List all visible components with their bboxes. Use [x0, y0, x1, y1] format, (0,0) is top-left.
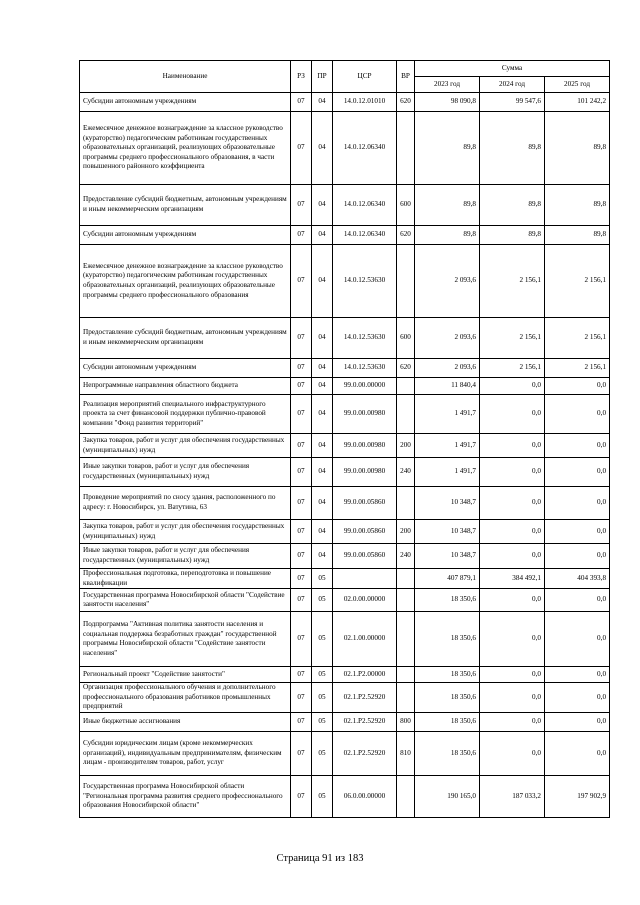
table-row: [80, 775, 610, 817]
row-sum-2023: 10 348,7: [415, 487, 480, 520]
row-sum-2023: 1 491,7: [415, 458, 480, 487]
row-pr: 04: [312, 112, 333, 185]
row-sum-2025: 2 156,1: [545, 245, 610, 318]
row-name: Реализация мероприятий специального инфраструктурного проекта за счет финансовой поддержки публично-правовой компании "Фонд развития территорий": [80, 395, 291, 434]
row-csr: 14.0.12.53630: [333, 245, 397, 318]
row-sum-2025: 0,0: [545, 434, 610, 458]
row-pr: 05: [312, 569, 333, 589]
row-name: Субсидии автономным учреждениям: [80, 359, 291, 378]
row-csr: 14.0.12.53630: [333, 318, 397, 359]
table-row: [80, 226, 610, 245]
row-sum-2024: 0,0: [480, 520, 545, 544]
row-sum-2024: 89,8: [480, 226, 545, 245]
row-pr: 04: [312, 245, 333, 318]
row-name: Ежемесячное денежное вознаграждение за классное руководство (кураторство) педагогическим работникам государственных образовательных организаций, реализующих образовательные программы среднего профессионального образования: [80, 245, 291, 318]
table-row: [80, 731, 610, 775]
budget-table: [79, 60, 610, 818]
row-sum-2023: 89,8: [415, 226, 480, 245]
row-rz: 07: [291, 775, 312, 817]
row-csr: 02.1.P2.52920: [333, 731, 397, 775]
row-sum-2023: 190 165,0: [415, 775, 480, 817]
row-name: Непрограммные направления областного бюджета: [80, 378, 291, 395]
row-sum-2024: 0,0: [480, 395, 545, 434]
row-vr: 620: [397, 93, 415, 112]
row-sum-2024: 0,0: [480, 544, 545, 569]
row-vr: [397, 612, 415, 667]
row-csr: 99.0.00.05860: [333, 520, 397, 544]
header-rz: РЗ: [291, 61, 312, 93]
row-sum-2024: 0,0: [480, 589, 545, 612]
row-sum-2024: 384 492,1: [480, 569, 545, 589]
row-sum-2024: 0,0: [480, 378, 545, 395]
row-rz: 07: [291, 667, 312, 683]
row-sum-2023: 2 093,6: [415, 245, 480, 318]
row-pr: 05: [312, 683, 333, 713]
table-row: [80, 359, 610, 378]
row-pr: 04: [312, 378, 333, 395]
row-csr: 14.0.12.06340: [333, 112, 397, 185]
row-csr: 02.0.00.00000: [333, 589, 397, 612]
row-name: Профессиональная подготовка, переподготовка и повышение квалификации: [80, 569, 291, 589]
row-vr: [397, 569, 415, 589]
row-sum-2023: 18 350,6: [415, 667, 480, 683]
row-csr: 02.1.P2.52920: [333, 683, 397, 713]
row-vr: [397, 775, 415, 817]
row-pr: 04: [312, 520, 333, 544]
row-csr: 14.0.12.01010: [333, 93, 397, 112]
row-name: Подпрограмма "Активная политика занятости населения и социальная поддержка безработных граждан" государственной программы Новосибирской области "Содействие занятости населения": [80, 612, 291, 667]
row-sum-2025: 0,0: [545, 667, 610, 683]
row-sum-2023: 1 491,7: [415, 395, 480, 434]
row-pr: 04: [312, 318, 333, 359]
header-pr: ПР: [312, 61, 333, 93]
row-rz: 07: [291, 731, 312, 775]
row-csr: 99.0.00.00980: [333, 458, 397, 487]
table-row: [80, 245, 610, 318]
row-sum-2024: 0,0: [480, 458, 545, 487]
row-sum-2025: 89,8: [545, 226, 610, 245]
table-row: [80, 520, 610, 544]
table-body: [80, 93, 610, 818]
row-name: Проведение мероприятий по сносу здания, расположенного по адресу: г. Новосибирск, ул. Ватутина, 63: [80, 487, 291, 520]
table-row: [80, 612, 610, 667]
table-row: [80, 93, 610, 112]
row-sum-2025: 0,0: [545, 378, 610, 395]
row-name: Субсидии юридическим лицам (кроме некоммерческих организаций), индивидуальным предпринимателям, физическим лицам - производителям товаров, работ, услуг: [80, 731, 291, 775]
row-sum-2024: 0,0: [480, 712, 545, 731]
header-csr: ЦСР: [333, 61, 397, 93]
row-rz: 07: [291, 112, 312, 185]
row-vr: [397, 683, 415, 713]
row-sum-2024: 2 156,1: [480, 318, 545, 359]
row-name: Государственная программа Новосибирской области "Региональная программа развития среднего профессионального образования Новосибирской области": [80, 775, 291, 817]
row-sum-2025: 2 156,1: [545, 359, 610, 378]
row-rz: 07: [291, 359, 312, 378]
row-csr: 02.1.00.00000: [333, 612, 397, 667]
page-number: Страница 91 из 183: [276, 853, 364, 864]
row-sum-2024: 89,8: [480, 112, 545, 185]
row-rz: 07: [291, 589, 312, 612]
row-csr: 99.0.00.00980: [333, 395, 397, 434]
row-name: Иные закупки товаров, работ и услуг для обеспечения государственных (муниципальных) нужд: [80, 458, 291, 487]
table-row: [80, 458, 610, 487]
row-vr: 240: [397, 458, 415, 487]
row-sum-2023: 407 879,1: [415, 569, 480, 589]
row-sum-2023: 89,8: [415, 112, 480, 185]
row-sum-2025: 0,0: [545, 683, 610, 713]
row-sum-2024: 99 547,6: [480, 93, 545, 112]
row-sum-2025: 404 393,8: [545, 569, 610, 589]
row-vr: 620: [397, 226, 415, 245]
row-name: Иные закупки товаров, работ и услуг для обеспечения государственных (муниципальных) нужд: [80, 544, 291, 569]
row-sum-2023: 18 350,6: [415, 589, 480, 612]
row-sum-2023: 11 840,4: [415, 378, 480, 395]
row-pr: 04: [312, 93, 333, 112]
row-sum-2024: 187 033,2: [480, 775, 545, 817]
row-rz: 07: [291, 544, 312, 569]
row-sum-2024: 2 156,1: [480, 359, 545, 378]
row-sum-2025: 0,0: [545, 520, 610, 544]
row-csr: 99.0.00.05860: [333, 487, 397, 520]
table-row: [80, 318, 610, 359]
row-rz: 07: [291, 318, 312, 359]
row-pr: 04: [312, 544, 333, 569]
header-year-2025: 2025 год: [545, 77, 610, 93]
row-rz: 07: [291, 569, 312, 589]
row-sum-2025: 2 156,1: [545, 318, 610, 359]
row-sum-2025: 101 242,2: [545, 93, 610, 112]
row-vr: [397, 112, 415, 185]
table-header: [80, 61, 610, 93]
table-row: [80, 544, 610, 569]
row-csr: 99.0.00.05860: [333, 544, 397, 569]
row-vr: [397, 667, 415, 683]
row-sum-2025: 89,8: [545, 185, 610, 226]
row-vr: 800: [397, 712, 415, 731]
row-rz: 07: [291, 226, 312, 245]
table-row: [80, 683, 610, 713]
row-sum-2023: 1 491,7: [415, 434, 480, 458]
row-sum-2023: 2 093,6: [415, 359, 480, 378]
row-csr: 14.0.12.53630: [333, 359, 397, 378]
row-csr: 99.0.00.00000: [333, 378, 397, 395]
row-sum-2025: 0,0: [545, 712, 610, 731]
header-year-2023: 2023 год: [415, 77, 480, 93]
row-pr: 05: [312, 712, 333, 731]
row-rz: 07: [291, 712, 312, 731]
row-rz: 07: [291, 395, 312, 434]
row-sum-2023: 18 350,6: [415, 612, 480, 667]
table-row: [80, 569, 610, 589]
row-pr: 04: [312, 226, 333, 245]
row-name: Государственная программа Новосибирской области "Содействие занятости населения": [80, 589, 291, 612]
row-rz: 07: [291, 612, 312, 667]
row-sum-2025: 197 902,9: [545, 775, 610, 817]
table-row: [80, 589, 610, 612]
row-sum-2024: 0,0: [480, 731, 545, 775]
row-pr: 04: [312, 487, 333, 520]
row-rz: 07: [291, 185, 312, 226]
header-name: Наименование: [80, 61, 291, 93]
row-rz: 07: [291, 520, 312, 544]
row-sum-2023: 10 348,7: [415, 520, 480, 544]
table-row: [80, 434, 610, 458]
row-csr: 14.0.12.06340: [333, 226, 397, 245]
row-name: Предоставление субсидий бюджетным, автономным учреждениям и иным некоммерческим организациям: [80, 318, 291, 359]
row-sum-2025: 0,0: [545, 458, 610, 487]
row-pr: 04: [312, 458, 333, 487]
row-csr: 06.0.00.00000: [333, 775, 397, 817]
row-vr: 200: [397, 520, 415, 544]
row-sum-2025: 0,0: [545, 544, 610, 569]
row-pr: 04: [312, 185, 333, 226]
row-name: Субсидии автономным учреждениям: [80, 93, 291, 112]
row-rz: 07: [291, 378, 312, 395]
row-pr: 05: [312, 667, 333, 683]
row-pr: 05: [312, 612, 333, 667]
row-pr: 05: [312, 589, 333, 612]
row-sum-2024: 0,0: [480, 667, 545, 683]
row-sum-2025: 0,0: [545, 487, 610, 520]
row-rz: 07: [291, 245, 312, 318]
table-row: [80, 378, 610, 395]
row-name: Иные бюджетные ассигнования: [80, 712, 291, 731]
row-csr: 99.0.00.00980: [333, 434, 397, 458]
row-sum-2024: 0,0: [480, 683, 545, 713]
header-sums: Сумма: [415, 61, 610, 77]
row-pr: 05: [312, 731, 333, 775]
row-rz: 07: [291, 683, 312, 713]
row-name: Организация профессионального обучения и дополнительного профессионального образования работников промышленных предприятий: [80, 683, 291, 713]
table-row: [80, 712, 610, 731]
row-sum-2023: 89,8: [415, 185, 480, 226]
table-row: [80, 112, 610, 185]
row-pr: 04: [312, 434, 333, 458]
row-sum-2023: 18 350,6: [415, 683, 480, 713]
row-sum-2023: 2 093,6: [415, 318, 480, 359]
row-sum-2023: 98 090,8: [415, 93, 480, 112]
table-row: [80, 185, 610, 226]
row-sum-2023: 18 350,6: [415, 712, 480, 731]
row-csr: 02.1.P2.52920: [333, 712, 397, 731]
row-sum-2024: 0,0: [480, 612, 545, 667]
row-csr: 02.1.P2.00000: [333, 667, 397, 683]
row-vr: 600: [397, 318, 415, 359]
row-csr: [333, 569, 397, 589]
table-row: [80, 667, 610, 683]
row-vr: [397, 245, 415, 318]
row-rz: 07: [291, 434, 312, 458]
header-vr: ВР: [397, 61, 415, 93]
row-vr: [397, 395, 415, 434]
row-name: Ежемесячное денежное вознаграждение за классное руководство (кураторство) педагогическим работникам государственных образовательных организаций, реализующих образовательные программы среднего профессионального образования, в части повышенного районного коэффициента: [80, 112, 291, 185]
row-sum-2025: 89,8: [545, 112, 610, 185]
row-rz: 07: [291, 487, 312, 520]
row-sum-2024: 89,8: [480, 185, 545, 226]
row-rz: 07: [291, 93, 312, 112]
row-sum-2023: 18 350,6: [415, 731, 480, 775]
header-year-2024: 2024 год: [480, 77, 545, 93]
row-vr: 620: [397, 359, 415, 378]
table-row: [80, 487, 610, 520]
row-vr: 600: [397, 185, 415, 226]
row-sum-2025: 0,0: [545, 589, 610, 612]
row-sum-2025: 0,0: [545, 612, 610, 667]
row-pr: 05: [312, 775, 333, 817]
row-sum-2025: 0,0: [545, 395, 610, 434]
row-name: Предоставление субсидий бюджетным, автономным учреждениям и иным некоммерческим организациям: [80, 185, 291, 226]
row-sum-2024: 2 156,1: [480, 245, 545, 318]
row-sum-2025: 0,0: [545, 731, 610, 775]
row-vr: 810: [397, 731, 415, 775]
table-row: [80, 395, 610, 434]
row-vr: 200: [397, 434, 415, 458]
row-vr: 240: [397, 544, 415, 569]
row-rz: 07: [291, 458, 312, 487]
row-sum-2024: 0,0: [480, 434, 545, 458]
row-sum-2023: 10 348,7: [415, 544, 480, 569]
row-name: Региональный проект "Содействие занятости": [80, 667, 291, 683]
row-sum-2024: 0,0: [480, 487, 545, 520]
row-vr: [397, 378, 415, 395]
row-name: Закупка товаров, работ и услуг для обеспечения государственных (муниципальных) нужд: [80, 434, 291, 458]
row-name: Закупка товаров, работ и услуг для обеспечения государственных (муниципальных) нужд: [80, 520, 291, 544]
row-vr: [397, 487, 415, 520]
row-name: Субсидии автономным учреждениям: [80, 226, 291, 245]
row-pr: 04: [312, 359, 333, 378]
row-pr: 04: [312, 395, 333, 434]
row-vr: [397, 589, 415, 612]
row-csr: 14.0.12.06340: [333, 185, 397, 226]
